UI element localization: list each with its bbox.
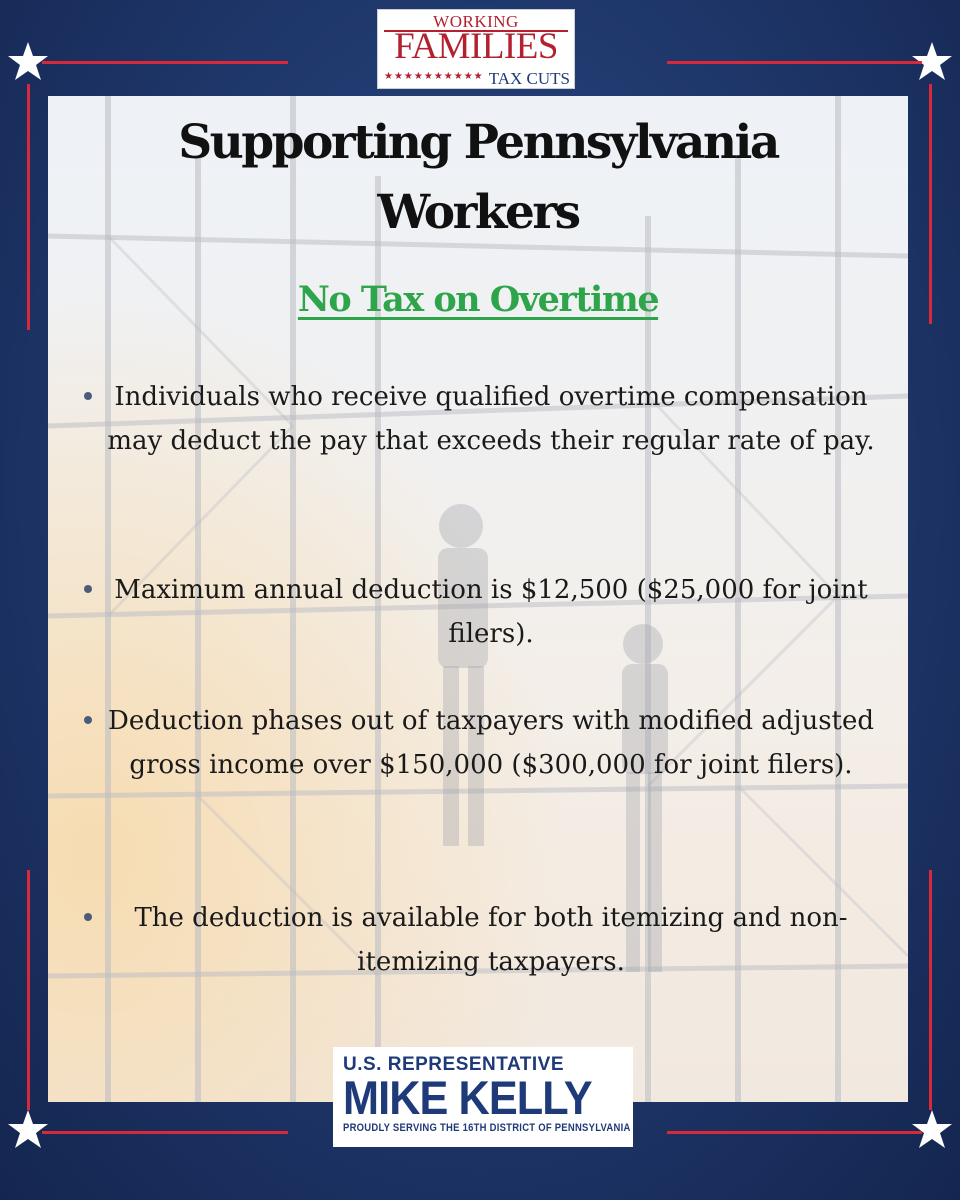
bullet-dot-icon	[84, 716, 92, 724]
panel-content	[48, 96, 908, 1102]
logo-stars: ★★★★★★★★★★	[384, 71, 484, 82]
bullet-text: Maximum annual deduction is $12,500 ($25,000 for joint filers).	[114, 575, 868, 649]
working-families-logo	[377, 9, 575, 89]
logo-line-2: FAMILIES	[394, 26, 558, 67]
logo-line-1: WORKING	[433, 12, 519, 31]
frame-line	[667, 61, 922, 64]
title-line-2: Workers	[377, 185, 579, 240]
star-icon	[6, 1108, 50, 1152]
bullet-text: Individuals who receive qualified overtime compensation may deduct the pay that exceeds their regular rate of pay.	[107, 382, 875, 456]
page-title	[48, 108, 908, 248]
title-line-1: Supporting Pennsylvania	[178, 115, 778, 170]
frame-line	[929, 84, 932, 324]
frame-line	[929, 870, 932, 1110]
content-panel	[48, 96, 908, 1102]
frame-line	[667, 1131, 922, 1134]
logo-rep-title: U.S. REPRESENTATIVE	[343, 1054, 564, 1075]
frame-line	[42, 1131, 288, 1134]
bullet-item	[84, 568, 884, 656]
frame-line	[27, 84, 30, 330]
representative-logo	[333, 1047, 633, 1147]
bullet-text: The deduction is available for both itemizing and non- itemizing taxpayers.	[134, 903, 848, 977]
bullet-item	[84, 896, 884, 984]
star-icon	[910, 1108, 954, 1152]
bullet-text: Deduction phases out of taxpayers with modified adjusted gross income over $150,000 ($300,000 for joint filers).	[107, 706, 875, 780]
bullet-item	[84, 699, 884, 787]
subtitle-heading: No Tax on Overtime	[297, 279, 659, 320]
bullet-dot-icon	[84, 585, 92, 593]
logo-rep-name: MIKE KELLY	[343, 1071, 592, 1124]
logo-rep-tagline: PROUDLY SERVING THE 16TH DISTRICT OF PENNSYLVANIA	[343, 1122, 631, 1134]
logo-line-3: TAX CUTS	[488, 69, 570, 88]
bullet-dot-icon	[84, 913, 92, 921]
frame-line	[27, 870, 30, 1110]
bullet-dot-icon	[84, 392, 92, 400]
bullet-item	[84, 375, 884, 463]
frame-line	[42, 61, 288, 64]
